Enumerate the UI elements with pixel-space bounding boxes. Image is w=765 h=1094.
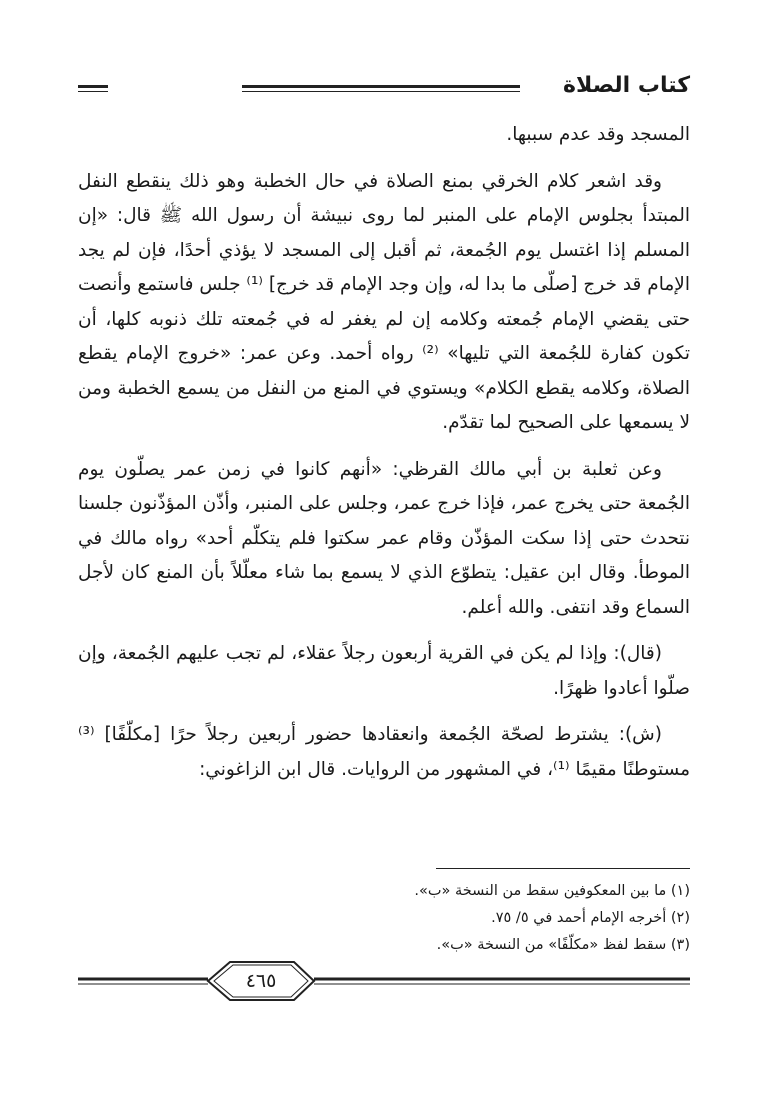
ornament-frame: [78, 958, 690, 1004]
footnote-separator: [436, 868, 690, 869]
page-number: ٤٦٥: [245, 970, 277, 992]
footnote: (٣) سقط لفظ «مكلّفًا» من النسخة «ب».: [436, 937, 690, 953]
paragraph: المسجد وقد عدم سببها.: [506, 124, 690, 145]
paragraph: وقد اشعر كلام الخرقي بمنع الصلاة في حال الخطبة وهو ذلك ينقطع النفل المبتدأ بجلوس الإمام على المنبر لما روى نبيشة أن رسول الله ﷺ قال: «إن المسلم إذا اغتسل يوم الجُمعة، ثم أقبل إلى المسجد لا يؤذي أحدًا، فإن لم يجد الإمام قد خرج [صلّى ما بدا له، وإن وجد الإمام قد خرج] ⁽¹⁾ جلس فاستمع وأنصت حتى يقضي الإمام جُمعته وكلامه إن لم يغفر له في جُمعته تلك ذنوبه كلها، أن تكون كفارة للجُمعة التي تليها» ⁽²⁾ رواه أحمد. وعن عمر: «خروج الإمام يقطع الصلاة، وكلامه يقطع الكلام» ويستوي في المنع من النفل من يسمع الخطبة ومن لا يسمعها على الصحيح لما تقدّم.: [78, 170, 690, 433]
chapter-title: كتاب الصلاة: [563, 73, 690, 98]
paragraph: (ش): يشترط لصحّة الجُمعة وانعقادها حضور أربعين رجلاً حرًا [مكلّفًا] ⁽³⁾ مستوطنًا مقيمًا ⁽¹⁾، في المشهور من الروايات. قال ابن الزاغوني:: [78, 724, 690, 780]
paragraph: وعن ثعلبة بن أبي مالك القرظي: «أنهم كانوا في زمن عمر يصلّون يوم الجُمعة حتى يخرج عمر، فإذا خرج عمر، وجلس على المنبر، وأذّن المؤذّنون جلسنا نتحدث حتى إذا سكت المؤذّن وقام عمر سكتوا فلم يتكلّم أحد» رواه مالك في الموطأ. وقال ابن عقيل: يتطوّع الذي لا يسمع بما شاء معلّلاً بأن المنع كان لأجل السماع وقد انتفى. والله أعلم.: [78, 458, 690, 618]
footnote: (٢) أخرجه الإمام أحمد في ٥/ ٧٥.: [491, 910, 690, 926]
page-number-ornament: [78, 958, 690, 1004]
running-header: [78, 72, 690, 100]
main-text: [78, 118, 690, 799]
paragraph: (قال): وإذا لم يكن في القرية أربعون رجلاً عقلاء، لم تجب عليهم الجُمعة، وإن صلّوا أعادوا ظهرًا.: [78, 643, 690, 699]
footnotes: [78, 878, 690, 959]
footnote: (١) ما بين المعكوفين سقط من النسخة «ب».: [414, 883, 690, 899]
header-ornament-rule: [78, 85, 108, 92]
header-rule: [242, 85, 520, 92]
